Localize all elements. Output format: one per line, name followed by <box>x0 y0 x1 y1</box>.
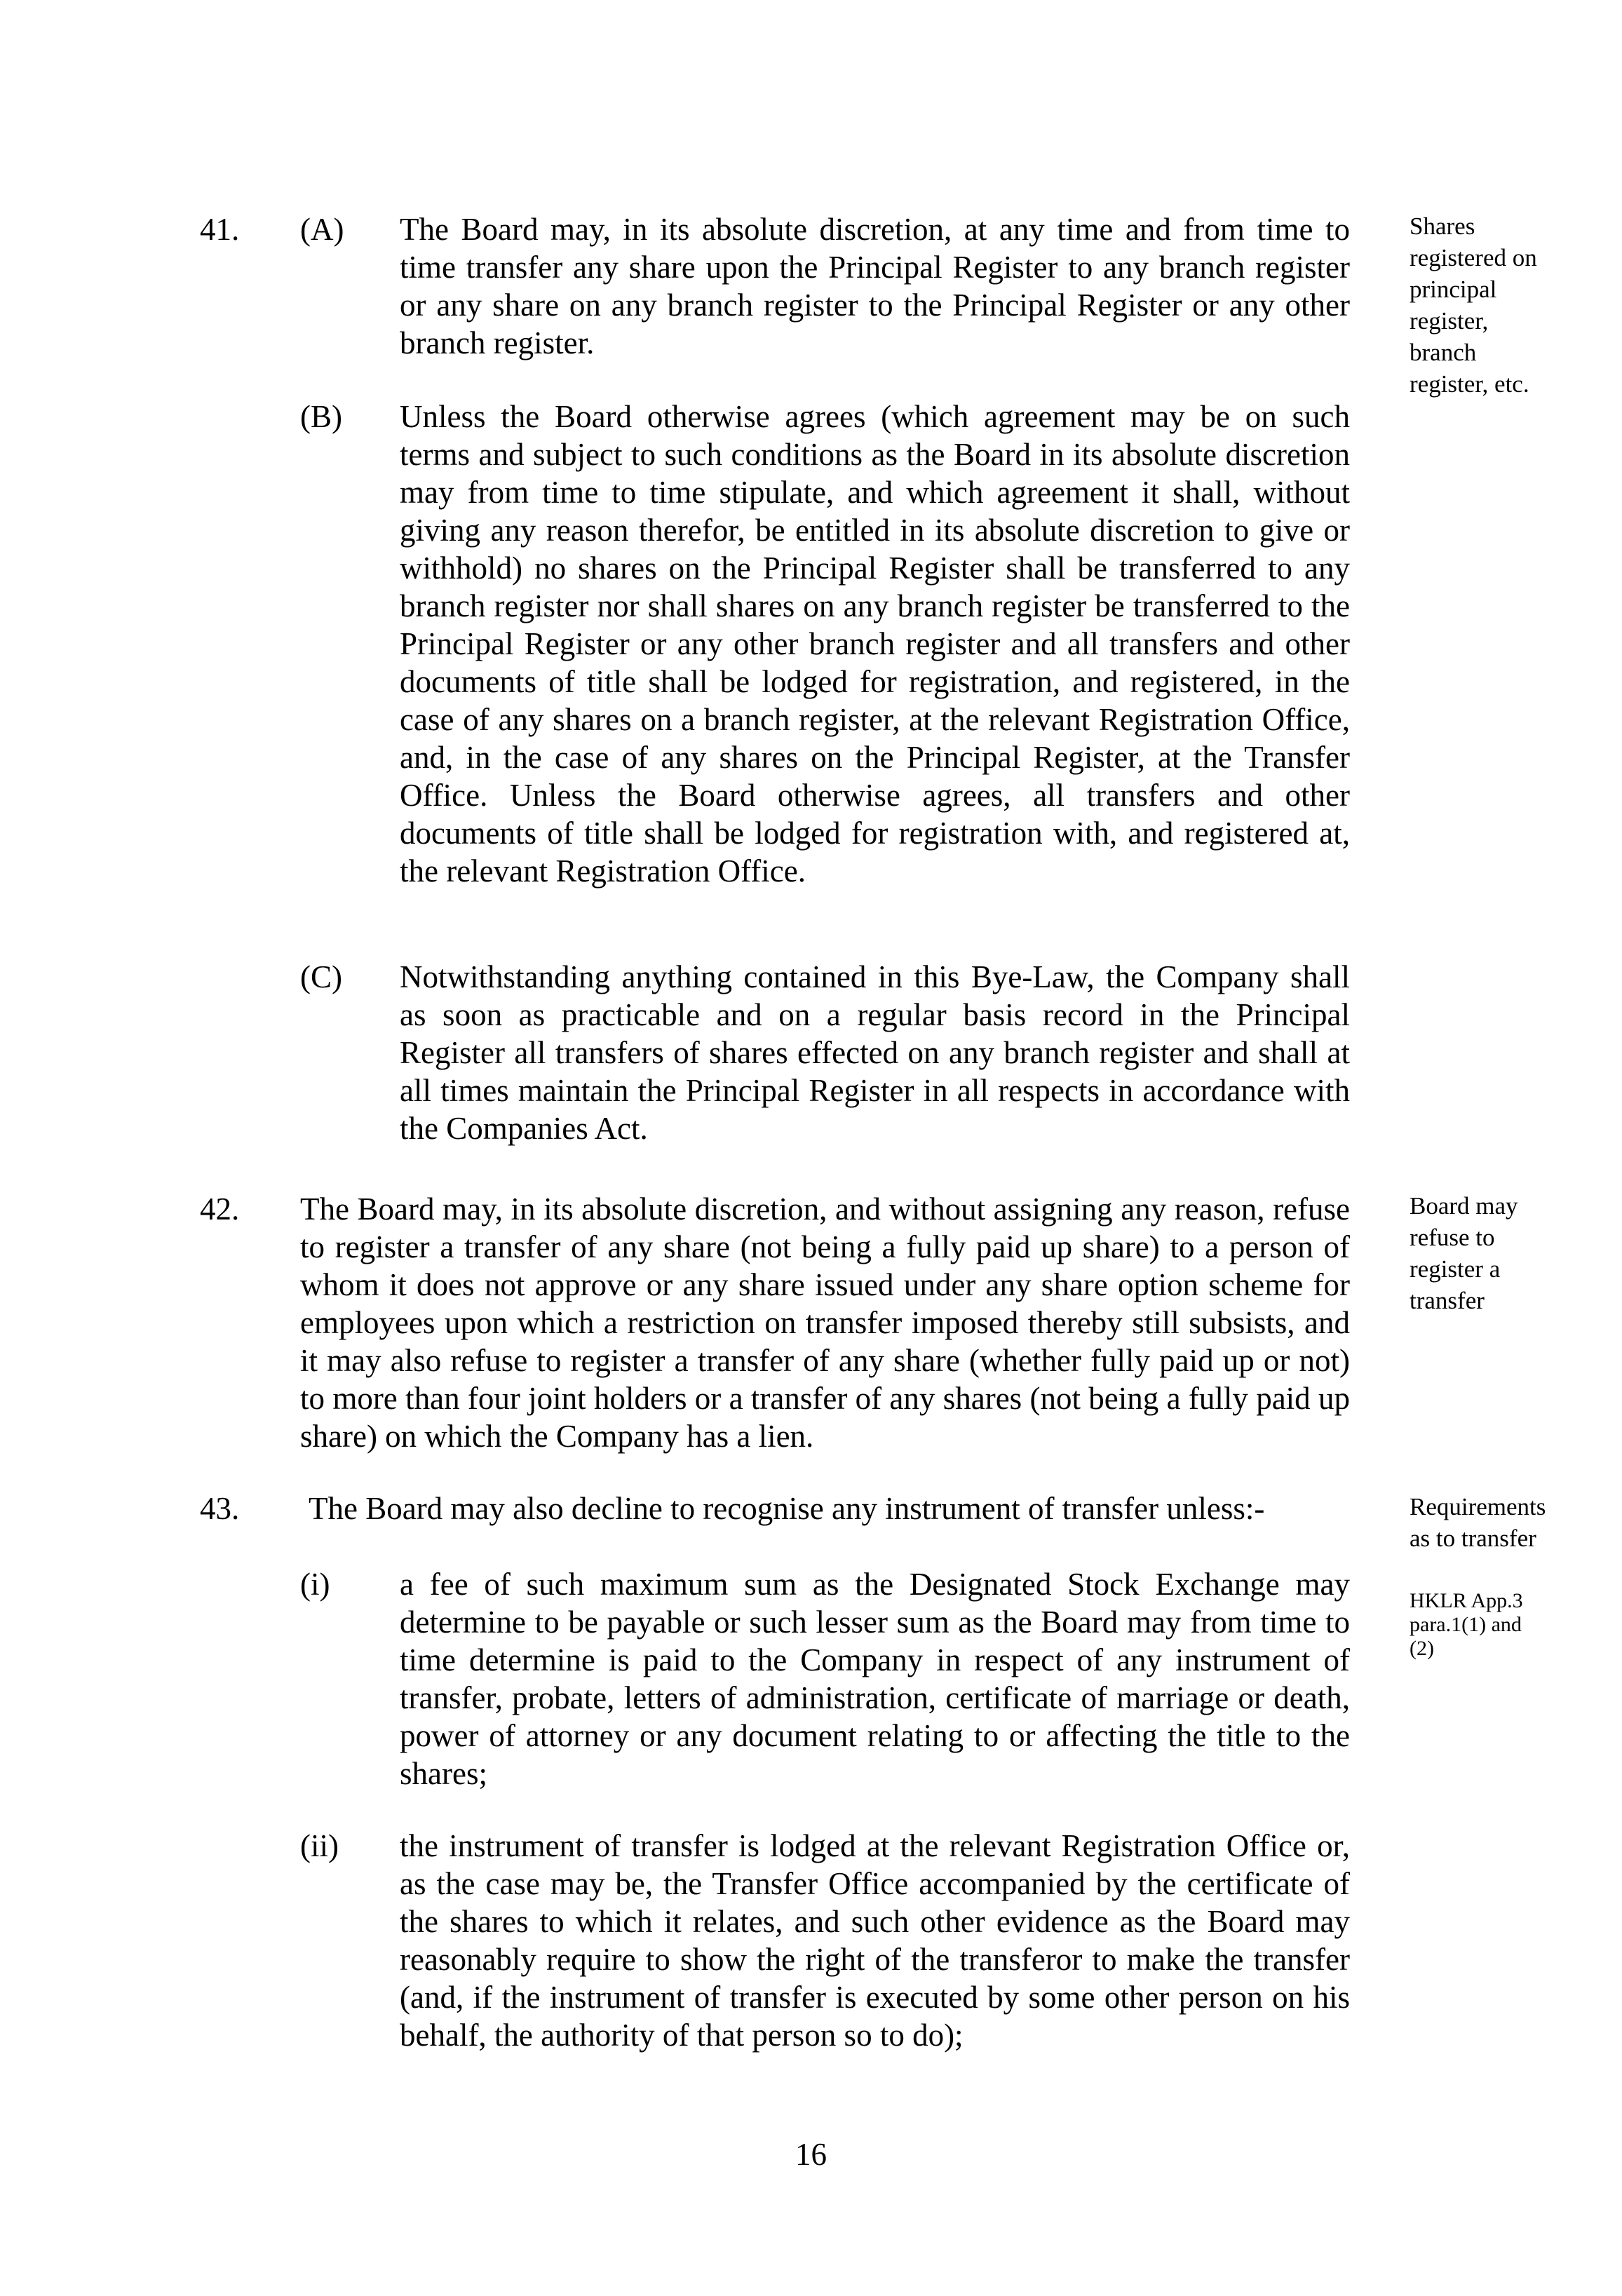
clause-42-side-note: Board may refuse to register a transfer <box>1410 1192 1518 1314</box>
clause-43ii-text: the instrument of transfer is lodged at the relevant Registration Office or, as the case may be, the Transfer Office accompanied by the certificate of the shares to which it relates, and such other evidence as the Board may reasonably require to show the right of the transferor to make the transfer (and, if the instrument of transfer is executed by some other person on his behalf, the authority of that person so to do); <box>400 1828 1350 2053</box>
clause-41b-text: Unless the Board otherwise agrees (which agreement may be on such terms and subject to such conditions as the Board in its absolute discretion may from time to time stipulate, and which agreement it shall, without giving any reason therefor, be entitled in its absolute discretion to give or withhold) no shares on the Principal Register shall be transferred to any branch register nor shall shares on any branch register be transferred to the Principal Register or any other branch register and all transfers and other documents of title shall be lodged for registration, and registered, in the case of any shares on a branch register, at the relevant Registration Office, and, in the case of any shares on the Principal Register, at the Transfer Office. Unless the Board otherwise agrees, all transfers and other documents of title shall be lodged for registration with, and registered at, the relevant Registration Office. <box>400 399 1350 889</box>
clause-41-number: 41. <box>200 212 240 247</box>
clause-42-text: The Board may, in its absolute discretion, and without assigning any reason, refuse to register a transfer of any share (not being a fully paid up share) to a person of whom it does not approve or any share issued under any share option scheme for employees upon which a restriction on transfer imposed thereby still subsists, and it may also refuse to register a transfer of any share (whether fully paid up or not) to more than four joint holders or a transfer of any shares (not being a fully paid up share) on which the Company has a lien. <box>300 1191 1350 1454</box>
clause-41a-label: (A) <box>300 212 344 247</box>
clause-42-number: 42. <box>200 1191 240 1227</box>
page-number: 16 <box>795 2137 827 2172</box>
clause-41a-text: The Board may, in its absolute discretion, at any time and from time to time transfer any share upon the Principal Register to any branch register or any share on any branch register to the Principal Register or any other branch register. <box>400 212 1350 360</box>
clause-43-text: The Board may also decline to recognise any instrument of transfer unless:- <box>309 1491 1265 1526</box>
clause-43i-label: (i) <box>300 1567 330 1602</box>
clause-41-side-note: Shares registered on principal register, branch register, etc. <box>1410 212 1537 398</box>
clause-43-number: 43. <box>200 1491 240 1526</box>
clause-43-side-note: Requirements as to transfer <box>1410 1493 1546 1552</box>
clause-41b-label: (B) <box>300 399 342 434</box>
clause-43i-text: a fee of such maximum sum as the Designated Stock Exchange may determine to be payable or such lesser sum as the Board may from time to time determine is paid to the Company in respect of any instrument of transfer, probate, letters of administration, certificate of marriage or death, power of attorney or any document relating to or affecting the title to the shares; <box>400 1567 1350 1791</box>
clause-41c-text: Notwithstanding anything contained in this Bye-Law, the Company shall as soon as practicable and on a regular basis record in the Principal Register all transfers of shares effected on any branch register and shall at all times maintain the Principal Register in all respects in accordance with the Companies Act. <box>400 959 1350 1146</box>
clause-41c-label: (C) <box>300 959 342 994</box>
clause-43-side-reference: HKLR App.3 para.1(1) and (2) <box>1410 1589 1523 1660</box>
clause-43ii-label: (ii) <box>300 1828 339 1863</box>
